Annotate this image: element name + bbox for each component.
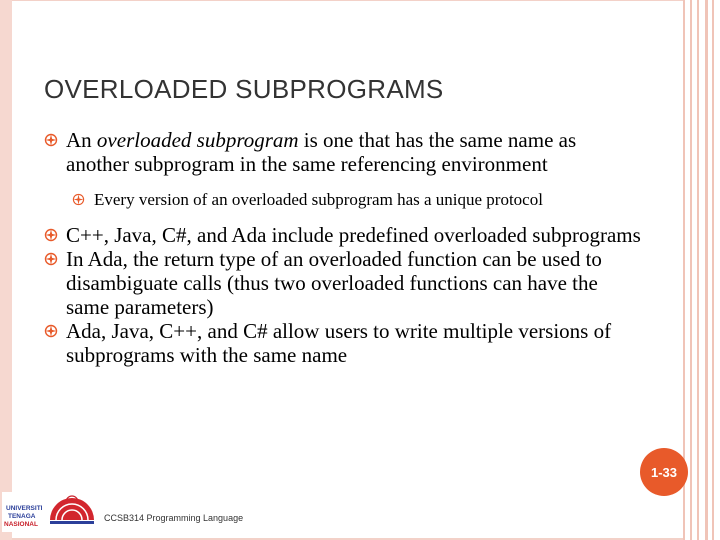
sub-bullet-item	[72, 190, 644, 209]
bullet-item	[44, 319, 644, 367]
compass-bullet-icon	[44, 228, 58, 242]
compass-bullet-icon	[44, 133, 58, 147]
slide-content	[44, 128, 644, 367]
logo-text-line: NASIONAL	[4, 521, 38, 528]
frame-left-border	[0, 0, 12, 540]
bullet-item	[44, 128, 644, 176]
compass-bullet-icon	[72, 193, 85, 206]
slide-title: OVERLOADED SUBPROGRAMS	[44, 74, 444, 104]
logo-text-line: TENAGA	[8, 513, 36, 520]
bullet-item	[44, 223, 644, 247]
sub-bullet-text: Every version of an overloaded subprogram has a unique protocol	[94, 190, 543, 209]
logo-text-line: UNIVERSITI	[6, 505, 43, 512]
frame-stripe	[712, 0, 714, 540]
frame-stripe	[697, 0, 699, 540]
bullet-text: In Ada, the return type of an overloaded function can be used to disambiguate calls (thus two overloaded functions can have the same parameters)	[66, 247, 602, 319]
footer-course-label: CCSB314 Programming Language	[104, 513, 244, 523]
bullet-text-post: is one that has the same name as another subprogram in the same referencing environment	[66, 128, 577, 176]
compass-bullet-icon	[44, 252, 58, 266]
compass-bullet-icon	[44, 324, 58, 338]
bullet-text: C++, Java, C#, and Ada include predefined overloaded subprograms	[66, 223, 641, 247]
frame-stripe	[705, 0, 708, 540]
bullet-text: Ada, Java, C++, and C# allow users to write multiple versions of subprograms with the same name	[66, 319, 612, 367]
bullet-text-pre: An	[66, 128, 97, 152]
frame-top-border	[12, 0, 683, 1]
frame-stripe	[690, 0, 692, 540]
page-number-badge: 1-33	[640, 448, 688, 496]
university-logo	[2, 492, 94, 532]
bullet-text-emphasis: overloaded subprogram	[96, 128, 299, 152]
bullet-item	[44, 247, 644, 319]
